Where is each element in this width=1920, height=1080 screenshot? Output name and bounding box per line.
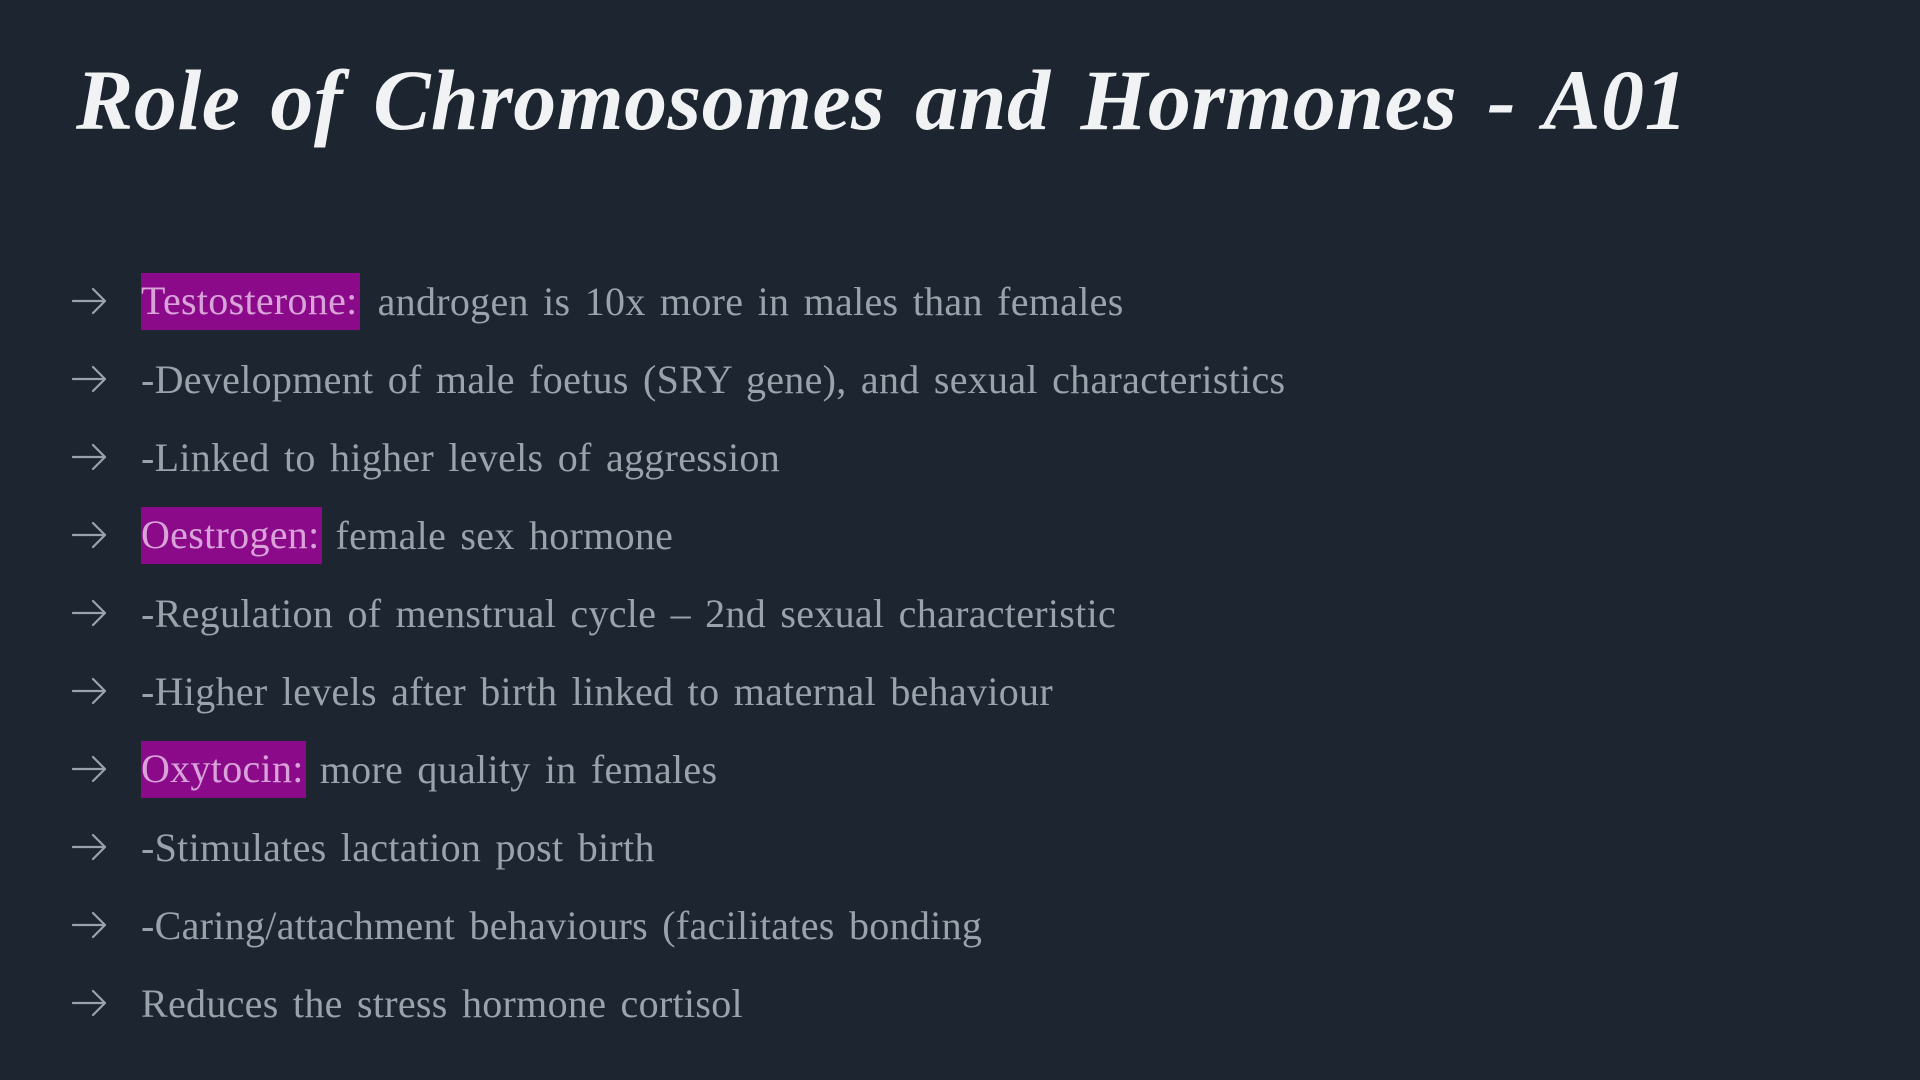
bullet-body: -Stimulates lactation post birth [141,824,655,870]
bullet-text [141,262,1124,340]
bullet-body: -Linked to higher levels of aggression [141,434,781,480]
slide-title: Role of Chromosomes and Hormones - A01 [76,52,1688,148]
bullet-body: androgen is 10x more in males than females [377,278,1124,324]
bullet-body: -Regulation of menstrual cycle – 2nd sexual characteristic [141,590,1117,636]
bullet-body: Reduces the stress hormone cortisol [141,980,743,1026]
bullet-body: -Higher levels after birth linked to maternal behaviour [141,668,1053,714]
bullet-text [141,652,1053,730]
bullet-text [141,574,1116,652]
arrow-right-icon [72,911,108,939]
bullet-body: female sex hormone [335,512,674,558]
arrow-right-icon [72,443,108,471]
arrow-right-icon [72,755,108,783]
bullet-text [141,340,1285,418]
arrow-right-icon [72,287,108,315]
arrow-right-icon [72,989,108,1017]
bullet-body: -Caring/attachment behaviours (facilitates bonding [141,902,983,948]
highlighted-term: Oestrogen: [141,507,322,564]
arrow-right-icon [72,677,108,705]
arrow-right-icon [72,365,108,393]
bullet-text [141,418,780,496]
arrow-right-icon [72,521,108,549]
bullet-text [141,808,655,886]
arrow-right-icon [72,599,108,627]
bullet-text [141,496,673,574]
bullet-text [141,886,982,964]
highlighted-term: Testosterone: [141,273,360,330]
highlighted-term: Oxytocin: [141,741,306,798]
bullet-text [141,964,743,1042]
bullet-body: more quality in females [319,746,718,792]
arrow-right-icon [72,833,108,861]
bullet-body: -Development of male foetus (SRY gene), and sexual characteristics [141,356,1286,402]
bullet-text [141,730,717,808]
